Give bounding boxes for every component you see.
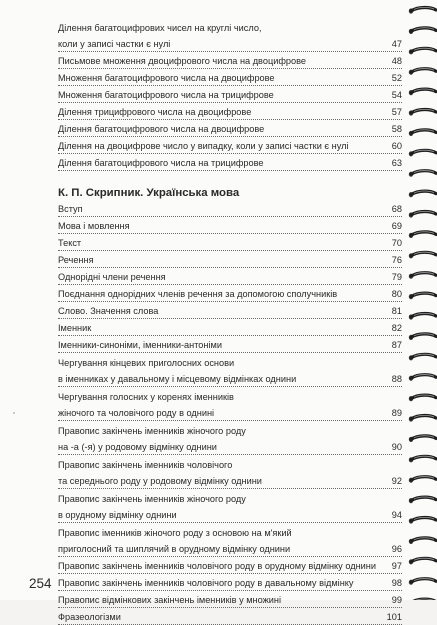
toc-entry[interactable] [58,455,402,489]
entry-page-number: 60 [391,141,402,151]
spiral-coil [409,558,436,564]
spiral-coil [409,375,436,381]
spiral-coil [409,517,436,523]
entry-title: Іменники-синоніми, іменники-антоніми [58,340,222,350]
entry-title: Ділення багатоцифрового числа на трицифрове [58,158,264,168]
entry-page-number: 54 [391,90,402,100]
toc-entry[interactable] [58,608,402,625]
entry-title: Мова і мовлення [58,221,130,231]
entry-page-number: 87 [391,340,402,350]
entry-title: Слово. Значення слова [58,306,159,316]
toc-entry[interactable] [58,319,402,336]
entry-title: Вступ [58,204,83,214]
entry-page-number: 81 [391,306,402,316]
toc-entry[interactable] [58,336,402,353]
entry-page-number: 68 [391,204,402,214]
entry-title: Ділення трицифрового числа на двоцифрове [58,107,252,117]
entry-page-number: 63 [391,158,402,168]
spiral-coil [409,538,436,544]
spiral-coil [409,497,436,503]
spiral-coil [409,48,436,54]
spiral-coil [409,191,436,197]
entry-title: Чергування кінцевих приголосних основи [58,358,235,368]
entry-title: Правопис закінчень іменників жіночого роду [58,426,246,436]
entry-title: Множення багатоцифрового числа на трицифрове [58,90,274,100]
toc-entry[interactable] [58,52,402,69]
entry-page-number: 89 [391,408,402,418]
entry-title: Ділення багатоцифрового числа на двоцифрове [58,124,265,134]
toc-entry[interactable] [58,268,402,285]
spiral-coil [409,579,436,585]
entry-title: Письмове множення двоцифрового числа на двоцифрове [58,56,307,66]
entry-page-number: 88 [391,374,402,384]
table-of-contents [58,18,402,625]
spiral-coil [409,232,436,238]
entry-title: Правопис закінчень іменників чоловічого роду в давальному відмінку [58,578,354,588]
entry-title: Фразеологізми [58,612,121,622]
spiral-coil [409,395,436,401]
spiral-coil [409,415,436,421]
entry-title: на -а (-я) у родовому відмінку однини [58,442,217,452]
spiral-coil [409,130,436,136]
spiral-coil [409,313,436,319]
toc-entry[interactable] [58,251,402,268]
entry-title: Чергування голосних у коренях іменників [58,392,234,402]
toc-entry[interactable] [58,86,402,103]
entry-title: Поєднання однорідних членів речення за допомогою сполучників [58,289,338,299]
entry-page-number: 48 [391,56,402,66]
toc-entry[interactable] [58,489,402,523]
toc-entry[interactable] [58,137,402,154]
entry-page-number: 82 [391,323,402,333]
toc-entry[interactable] [58,285,402,302]
toc-entry[interactable] [58,523,402,557]
spiral-coil [409,7,436,13]
entry-page-number: 80 [391,289,402,299]
spiral-coil [409,171,436,177]
section-title: К. П. Скрипник. Українська мова [58,187,240,199]
entry-page-number: 69 [391,221,402,231]
entry-page-number: 96 [391,544,402,554]
spiral-coil [409,354,436,360]
spiral-coil [409,273,436,279]
entry-page-number: 101 [386,612,402,622]
spiral-coil [409,89,436,95]
entry-page-number: 58 [391,124,402,134]
entry-title: Іменник [58,323,92,333]
entry-title: Ділення багатоцифрових чисел на круглі число, [58,23,262,33]
toc-entry[interactable] [58,557,402,574]
spiral-coil [409,109,436,115]
entry-page-number: 90 [391,442,402,452]
spiral-coil [409,252,436,258]
spiral-coil [409,477,436,483]
spiral-coil [409,211,436,217]
spiral-binding [405,0,437,600]
entry-title: Правопис закінчень іменників жіночого роду [58,494,246,504]
entry-title: Речення [58,255,94,265]
entry-page-number: 57 [391,107,402,117]
entry-title: Правопис закінчень іменників чоловічого [58,460,233,470]
entry-title: коли у записі частки є нулі [58,39,171,49]
entry-page-number: 94 [391,510,402,520]
toc-entry[interactable] [58,302,402,319]
spiral-coil [409,456,436,462]
toc-entry[interactable] [58,234,402,251]
entry-title: Правопис закінчень іменників чоловічого роду в орудному відмінку однини [58,561,377,571]
entry-page-number: 70 [391,238,402,248]
toc-entry[interactable] [58,387,402,421]
entry-page-number: 47 [391,39,402,49]
spiral-coil [409,334,436,340]
toc-entry[interactable] [58,103,402,120]
entry-page-number: 52 [391,73,402,83]
page-number: 254 [29,576,52,591]
entry-page-number: 97 [391,561,402,571]
entry-page-number: 79 [391,272,402,282]
entry-title: в іменниках у давальному і місцевому відмінках однини [58,374,297,384]
toc-entry[interactable] [58,154,402,171]
entry-title: та середнього роду у родовому відмінку однини [58,476,262,486]
spiral-coil [409,436,436,442]
entry-page-number: 76 [391,255,402,265]
toc-entry[interactable] [58,217,402,234]
entry-title: Ділення на двоцифрове число у випадку, коли у записі частки є нулі [58,141,349,151]
toc-entry[interactable] [58,120,402,137]
toc-entry[interactable] [58,200,402,217]
entry-title: приголосний та шиплячий в орудному відмінку однини [58,544,291,554]
entry-title: Правопис іменників жіночого роду з основою на м'який [58,528,292,538]
toc-entry[interactable] [58,69,402,86]
toc-entry[interactable] [58,18,402,52]
spiral-coil [409,293,436,299]
entry-title: в орудному відмінку однини [58,510,177,520]
entry-title: Множення багатоцифрового числа на двоцифрове [58,73,275,83]
entry-page-number: 98 [391,578,402,588]
toc-entry[interactable] [58,421,402,455]
entry-title: жіночого та чоловічого роду в однині [58,408,215,418]
entry-title: Текст [58,238,82,248]
entry-title: Правопис відмінкових закінчень іменників у множині [58,595,282,605]
entry-page-number: 92 [391,476,402,486]
spiral-coil [409,150,436,156]
toc-entry[interactable] [58,574,402,591]
toc-entry[interactable] [58,353,402,387]
spiral-coil [409,69,436,75]
spiral-coil [409,28,436,34]
entry-page-number: 99 [391,595,402,605]
margin-mark [13,412,15,414]
entry-title: Однорідні члени речення [58,272,166,282]
